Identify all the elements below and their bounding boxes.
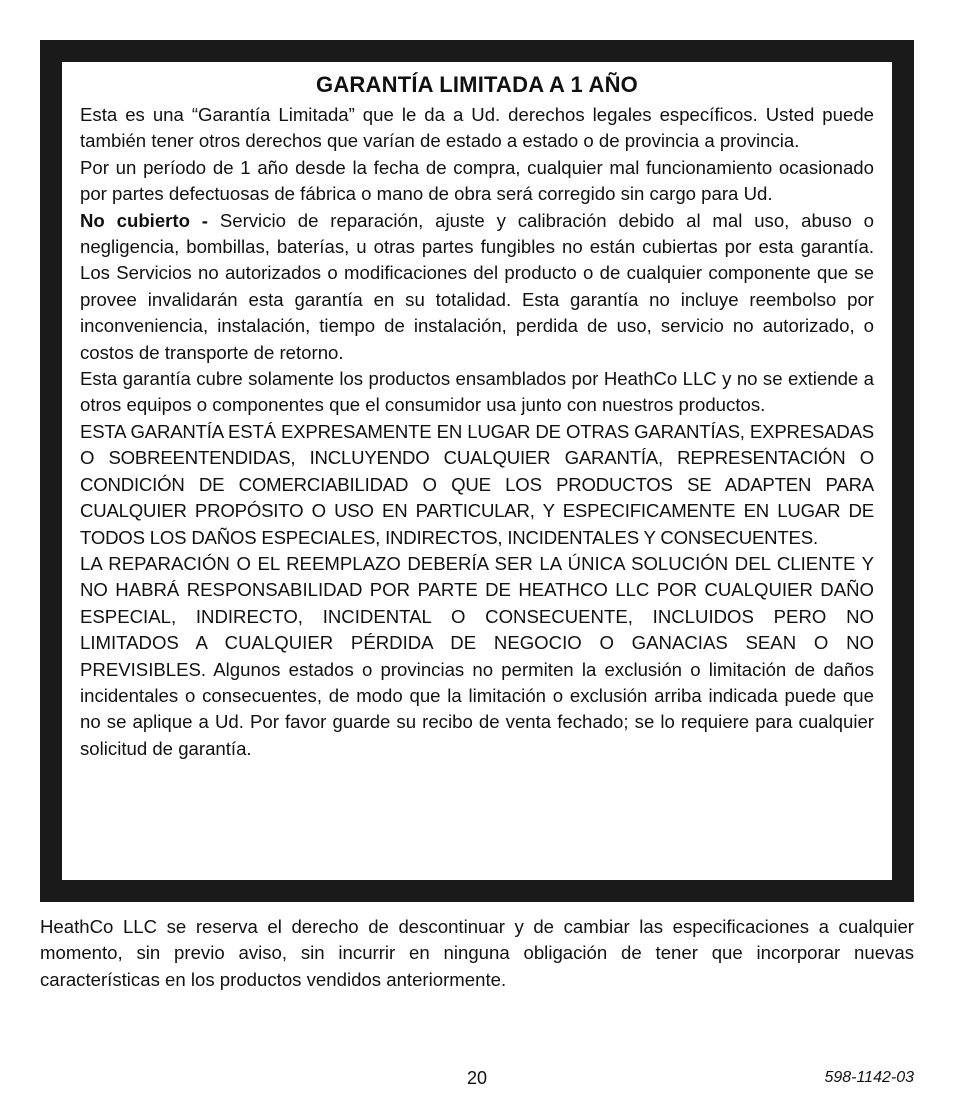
- warranty-panel: [58, 58, 896, 884]
- warranty-disclaimer-paragraph: ESTA GARANTÍA ESTÁ EXPRESAMENTE EN LUGAR DE OTRAS GARANTÍAS, EXPRESADAS O SOBREENTENDIDAS, INCLUYENDO CUALQUIER GARANTÍA, REPRESENTACIÓN O CONDICIÓN DE COMERCIABILIDAD O QUE LOS PRODUCTOS SE ADAPTEN PARA CUALQUIER PROPÓSITO O USO EN PARTICULAR, Y ESPECIFICAMENTE EN LUGAR DE TODOS LOS DAÑOS ESPECIALES, INDIRECTOS, INCIDENTALES Y CONSECUENTES.: [80, 420, 874, 548]
- warranty-scope-paragraph: Esta garantía cubre solamente los productos ensamblados por HeathCo LLC y no se extiende a otros equipos o componentes que el consumidor usa junto con nuestros productos.: [80, 368, 874, 416]
- specifications-notice: HeathCo LLC se reserva el derecho de descontinuar y de cambiar las especificaciones a cualquier momento, sin previo aviso, sin incurrir en ninguna obligación de tener que incorporar nuevas características en los productos vendidos anteriormente.: [40, 916, 914, 990]
- not-covered-text: Servicio de reparación, ajuste y calibración debido al mal uso, abuso o negligencia, bombillas, baterías, u otras partes fungibles no están cubiertas por esta garantía. Los Servicios no autorizados o modificaciones del producto o de cualquier componente que se provee invalidarán esta garantía en su totalidad. Esta garantía no incluye reembolso por inconveniencia, instalación, tiempo de instalación, perdida de uso, servicio no autorizado, o costos de transporte de retorno.: [80, 209, 874, 363]
- warranty-body: [80, 102, 874, 762]
- not-covered-label: No cubierto -: [80, 209, 208, 231]
- remedy-caps-text: LA REPARACIÓN O EL REEMPLAZO DEBERÍA SER LA ÚNICA SOLUCIÓN DEL CLIENTE Y NO HABRÁ RESPONSABILIDAD POR PARTE DE HEATHCO LLC POR CUALQUIER DAÑO ESPECIAL, INDIRECTO, INCIDENTAL O CONSECUENTE, INCLUIDOS PERO NO LIMITADOS A CUALQUIER PÉRDIDA DE NEGOCIO O GANACIAS SEAN O NO PREVISIBLES.: [80, 552, 874, 680]
- page-number: 20: [466, 1068, 488, 1088]
- warranty-title: GARANTÍA LIMITADA A 1 AÑO: [316, 72, 638, 97]
- warranty-intro-paragraph: Esta es una “Garantía Limitada” que le da a Ud. derechos legales específicos. Usted puede también tener otros derechos que varían de estado a estado o de provincia a provincia.: [80, 104, 874, 152]
- warranty-remedy-paragraph: [80, 551, 874, 762]
- warranty-outer-frame: [40, 40, 914, 902]
- warranty-not-covered-paragraph: [80, 208, 874, 366]
- warranty-coverage-paragraph: Por un período de 1 año desde la fecha de compra, cualquier mal funcionamiento ocasionado por partes defectuosas de fábrica o mano de obra será corregido sin cargo para Ud.: [80, 156, 874, 205]
- document-code: 598-1142-03: [824, 1069, 914, 1086]
- remedy-rest-text: Algunos estados o provincias no permiten la exclusión o limitación de daños incidentales o consecuentes, de modo que la limitación o exclusión arriba indicada puede que no se aplique a Ud. Por favor guarde su recibo de venta fechado; se lo requiere para cualquier solicitud de garantía.: [80, 658, 874, 759]
